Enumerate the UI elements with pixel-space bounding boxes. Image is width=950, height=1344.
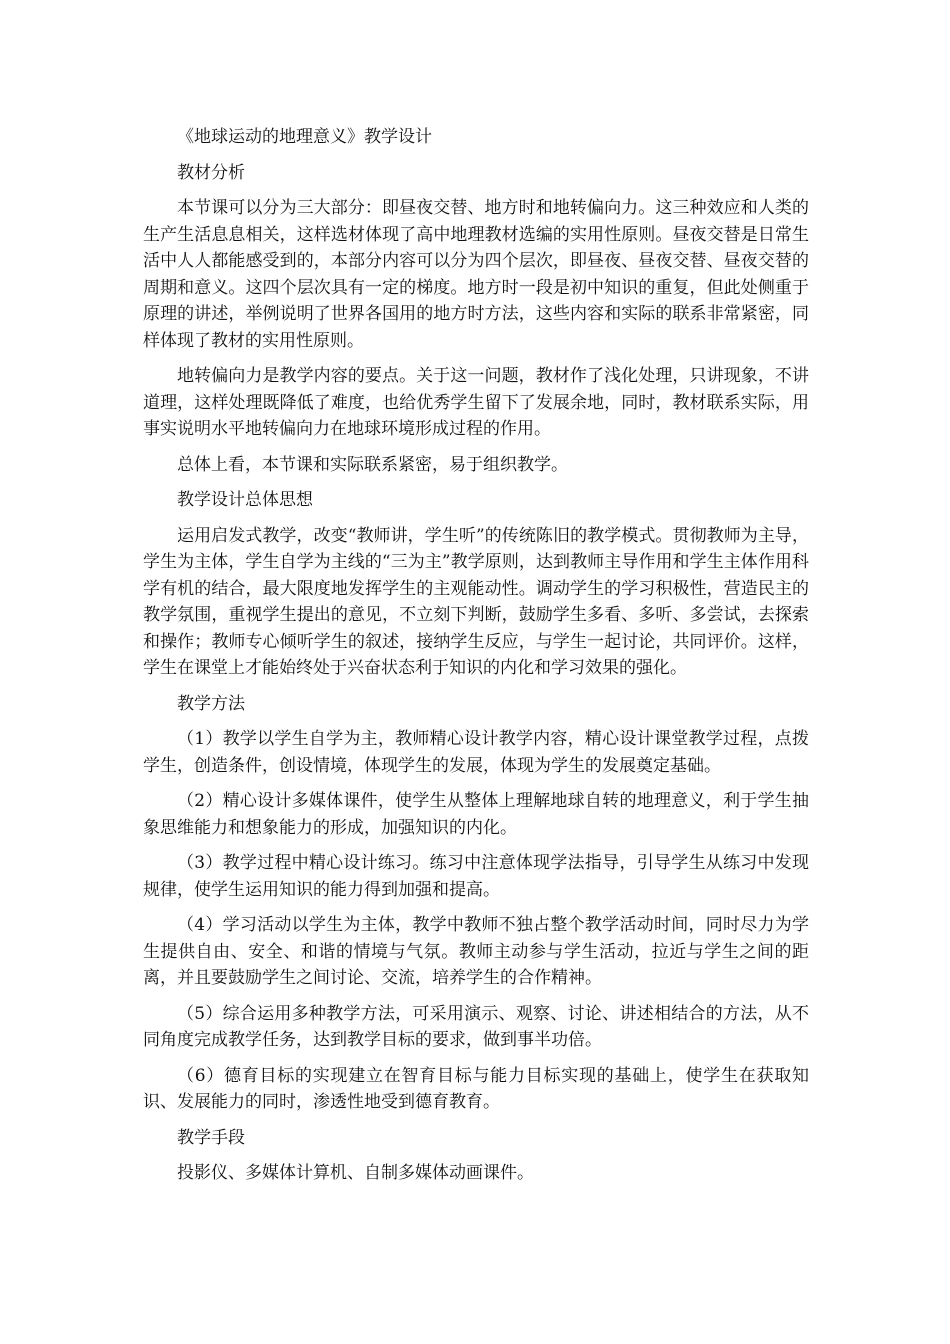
paragraph-textbook-analysis-3: 总体上看，本节课和实际联系紧密，易于组织教学。 [177,454,568,475]
section-heading-teaching-means: 教学手段 [177,1127,245,1148]
paragraph-teaching-method-5: （5）综合运用多种教学方法，可采用演示、观察、讨论、讲述相结合的方法，从不同角度完成教学任务，达到教学目标的要求，做到事半功倍。 [143,1003,809,1050]
section-heading-overall-design: 教学设计总体思想 [177,490,313,510]
paragraph-teaching-method-3: （3）教学过程中精心设计练习。练习中注意体现学法指导，引导学生从练习中发现规律，使学生运用知识的能力得到加强和提高。 [143,853,809,900]
paragraph-teaching-method-1: （1）教学以学生自学为主，教师精心设计教学内容，精心设计课堂教学过程，点拨学生，创造条件，创设情境，体现学生的发展，体现为学生的发展奠定基础。 [143,729,809,776]
paragraph-teaching-method-4: （4）学习活动以学生为主体，教学中教师不独占整个教学活动时间，同时尽力为学生提供自由、安全、和谐的情境与气氛。教师主动参与学生活动，拉近与学生之间的距离，并且要鼓励学生之间讨论、交流，培养学生的合作精神。 [143,915,809,988]
paragraph-overall-design-1: 运用启发式教学，改变“教师讲，学生听”的传统陈旧的教学模式。贯彻教师为主导，学生为主体，学生自学为主线的“三为主”教学原则，达到教师主导作用和学生主体作用科学有机的结合，最大限度地发挥学生的主观能动性。调动学生的学习积极性，营造民主的教学氛围，重视学生提出的意见，不立刻下判断，鼓励学生多看、多听、多尝试，去探索和操作；教师专心倾听学生的叙述，接纳学生反应，与学生一起讨论，共同评价。这样，学生在课堂上才能始终处于兴奋状态利于知识的内化和学习效果的强化。 [143,525,809,678]
section-heading-teaching-methods: 教学方法 [177,693,245,714]
paragraph-teaching-means-1: 投影仪、多媒体计算机、自制多媒体动画课件。 [177,1163,534,1183]
paragraph-textbook-analysis-1: 本节课可以分为三大部分：即昼夜交替、地方时和地转偏向力。这三种效应和人类的生产生活息息相关，这样选材体现了高中地理教材选编的实用性原则。昼夜交替是日常生活中人人都能感受到的，本部分内容可以分为四个层次，即昼夜、昼夜交替、昼夜交替的周期和意义。这四个层次具有一定的梯度。地方时一段是初中知识的重复，但此处侧重于原理的讲述，举例说明了世界各国用的地方时方法，这些内容和实际的联系非常紧密，同样体现了教材的实用性原则。 [143,198,809,351]
paragraph-textbook-analysis-2: 地转偏向力是教学内容的要点。关于这一问题，教材作了浅化处理，只讲现象，不讲道理，这样处理既降低了难度，也给优秀学生留下了发展余地，同时，教材联系实际，用事实说明水平地转偏向力在地球环境形成过程的作用。 [143,366,809,439]
section-heading-textbook-analysis: 教材分析 [177,162,245,183]
document-title: 《地球运动的地理意义》教学设计 [177,127,432,147]
document-body [143,124,809,1187]
paragraph-teaching-method-2: （2）精心设计多媒体课件，使学生从整体上理解地球自转的地理意义，利于学生抽象思维能力和想象能力的形成，加强知识的内化。 [143,791,809,838]
paragraph-teaching-method-6: （6）德育目标的实现建立在智育目标与能力目标实现的基础上，使学生在获取知识、发展能力的同时，渗透性地受到德育教育。 [143,1065,809,1112]
